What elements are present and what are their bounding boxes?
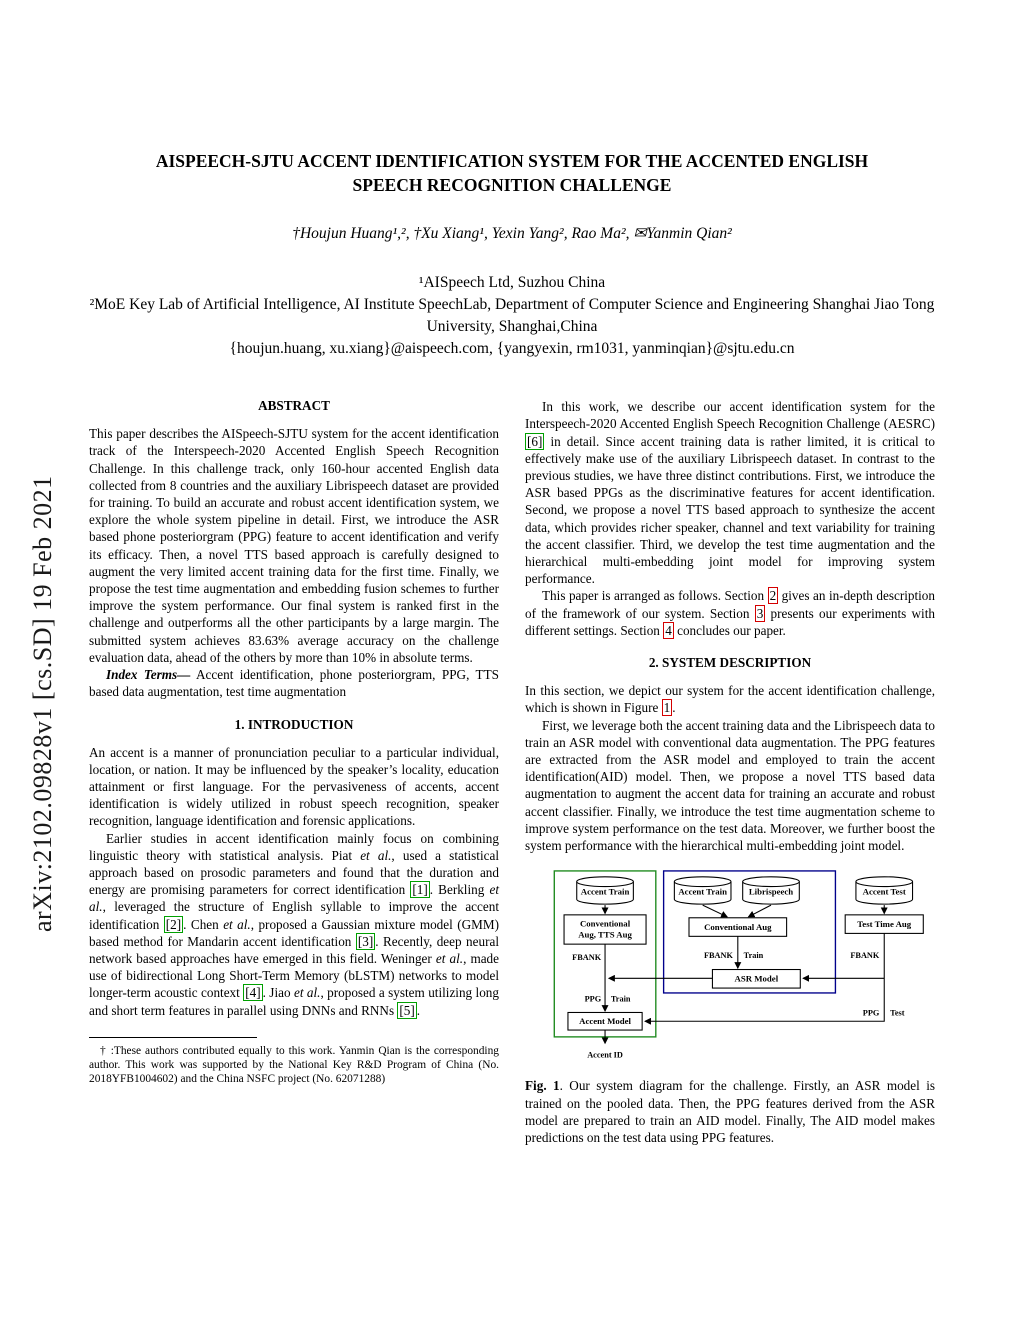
fbank-label-left: FBANK [572, 952, 602, 962]
test-label-right: Test [890, 1008, 905, 1018]
author-emails: {houjun.huang, xu.xiang}@aispeech.com, {yangyexin, rm1031, yanminqian}@sjtu.edu.cn [229, 340, 795, 358]
paper-arrangement-paragraph: This paper is arranged as follows. Section 2 gives an in-depth description of the framework of our system. Section 3 presents our experiments with different settings. Section 4 concludes our paper. [525, 588, 935, 638]
affiliation-2: ²MoE Key Lab of Artificial Intelligence, AI Institute SpeechLab, Department of Computer Science and Engineering Shanghai Jiao Tong University, Shanghai,China [89, 296, 935, 336]
citation-ref[interactable]: [1] [412, 882, 428, 898]
svg-text:Aug, TTS Aug: Aug, TTS Aug [578, 929, 632, 940]
svg-text:Accent Test: Accent Test [862, 886, 906, 897]
system-paragraph-2: First, we leverage both the accent training data and the Librispeech data to train an ASR model with conventional data augmentation. The PPG features are extracted from the ASR model and employed to train the accent identification(AID) model. Then, we propose a novel TTS based data augmentation to augment the accent data for training an accurate and robust accent classifier. Finally, we introduce the test time augmentation scheme to improve system performance on the test data. Moreover, we further boost the system performance with the hierarchical multi-embedding joint model. [525, 717, 935, 853]
svg-text:Test Time Aug: Test Time Aug [857, 919, 912, 930]
box-conventional-aug [689, 918, 787, 937]
svg-text:Conventional Aug: Conventional Aug [704, 922, 772, 933]
internal-ref[interactable]: 3 [756, 605, 764, 621]
accent-id-label: Accent ID [587, 1050, 623, 1060]
citation-ref[interactable]: [3] [357, 933, 374, 949]
fbank-label-right: FBANK [850, 950, 880, 960]
left-column [89, 398, 499, 1146]
introduction-heading: 1. INTRODUCTION [234, 716, 354, 732]
contributions-paragraph: In this work, we describe our accent identification system for the Interspeech-2020 Accented English Speech Recognition Challenge (AESRC) [6] in detail. Since accent training data is rather limited, it is critical to effectively make use of the auxiliary Librispeech dataset. In contrast to the previous studies, we have three distinct contributions. First, we introduce the ASR based PPGs as the discriminative features for accent identification. Second, we propose a novel TTS based approach to synthesize the accent data, which provides richer speaker, channel and text variability for training the accent classifier. Third, we develop the test time augmentation and the hierarchical multi-embedding joint model for improving system performance. [525, 399, 935, 587]
svg-text:Conventional: Conventional [579, 918, 631, 929]
fbank-label-mid: FBANK [703, 950, 733, 960]
footnote-rule [89, 1037, 257, 1038]
paper-header [0, 0, 1024, 360]
intro-paragraph-1: An accent is a manner of pronunciation peculiar to a particular individual, location, or nation. It may be influenced by the speaker’s locality, education attainment or first language. For the pervasiveness of accents, accent identification is widely utilized in robust speech recognition, speaker recognition, language identification and forensic applications. [89, 744, 499, 829]
ppg-label-left: PPG [584, 994, 602, 1004]
box-conventional-tts-aug [564, 915, 646, 944]
box-asr-model [712, 970, 800, 989]
citation-ref[interactable]: [5] [399, 1002, 415, 1018]
box-test-time-aug [845, 915, 923, 934]
abstract-heading: ABSTRACT [258, 398, 330, 414]
footnote-block [89, 1037, 499, 1087]
styled-text: et al. [89, 882, 499, 915]
styled-text: Fig. 1 [525, 1078, 560, 1094]
authors-line: †Houjun Huang¹,², †Xu Xiang¹, Yexin Yang², Rao Ma², ✉Yanmin Qian² [292, 225, 732, 243]
two-column-body [89, 398, 935, 1146]
system-description-heading: 2. SYSTEM DESCRIPTION [648, 655, 812, 671]
system-diagram [525, 868, 935, 1065]
train-label-mid: Train [743, 950, 764, 960]
ppg-label-right: PPG [862, 1008, 880, 1018]
paper-title-line-1: AISPEECH-SJTU ACCENT IDENTIFICATION SYSTEM FOR THE ACCENTED ENGLISH [155, 151, 869, 171]
system-paragraph-1: In this section, we depict our system for the accent identification challenge, which is shown in Figure 1 . [525, 683, 935, 716]
footnote-text: † :These authors contributed equally to this work. Yanmin Qian is the corresponding author. This work was supported by the National Key R&D Program of China (No. 2018YFB1004602) and the China NSFC project (No. 62071288) [89, 1044, 499, 1086]
box-accent-model [568, 1013, 642, 1031]
styled-text: et al. [223, 916, 251, 932]
svg-text:ASR Model: ASR Model [734, 973, 779, 984]
svg-text:Accent Train: Accent Train [678, 886, 727, 897]
db-accent-test [856, 877, 913, 904]
index-terms: Index Terms— Accent identification, phone posteriorgram, PPG, TTS based data augmentation, test time augmentation [89, 667, 499, 700]
diagram-labels [572, 951, 905, 1060]
svg-text:Accent Train: Accent Train [580, 886, 630, 897]
figure-1 [525, 868, 935, 1146]
train-label-left: Train [610, 994, 631, 1004]
internal-ref[interactable]: 4 [665, 622, 672, 638]
affiliations-block [0, 272, 1024, 360]
abstract-text: This paper describes the AISpeech-SJTU system for the accent identification track of the Interspeech-2020 Accented English Speech Recognition Challenge. In this challenge track, only 160-hour accented English data collected from 8 countries and the auxiliary Librispeech dataset are provided for training. To build an accurate and robust accent identification system, we explore the whole system pipeline in detail. First, we introduce the ASR based phone posteriorgram (PPG) feature to accent identification and verify its efficacy. Then, a novel TTS based approach is carefully designed to augment the very limited accent training data for the first time. Finally, we propose the test time augmentation and embedding fusion schemes to further improve the system performance. Our final system is ranked first in the challenge and outperforms all the other participants by a large margin. The submitted system achieves 83.63% average accuracy on the challenge evaluation data, ahead of the others by more than 10% in absolute terms. [89, 426, 499, 665]
internal-ref[interactable]: 2 [769, 588, 777, 604]
db-accent-train-left [577, 877, 634, 904]
styled-text: Index Terms— [106, 667, 191, 683]
affiliation-1: ¹AISpeech Ltd, Suzhou China [418, 274, 606, 292]
figure-1-caption: Fig. 1. Our system diagram for the challenge. Firstly, an ASR model is trained on the pooled data. Then, the PPG features derived from the ASR model are prepared to train an AID model. Finally, The AID model makes predictions on the test data using PPG features. [525, 1078, 935, 1145]
citation-ref[interactable]: [2] [165, 916, 182, 932]
citation-ref[interactable]: [4] [245, 985, 261, 1001]
right-column [525, 398, 935, 1146]
db-accent-train-mid [674, 877, 731, 904]
citation-ref[interactable]: [6] [527, 433, 543, 449]
styled-text: et al. [360, 847, 392, 863]
svg-text:Librispeech: Librispeech [748, 886, 794, 897]
styled-text: et al. [435, 950, 464, 966]
paper-title-line-2: SPEECH RECOGNITION CHALLENGE [352, 174, 672, 195]
arxiv-watermark: arXiv:2102.09828v1 [cs.SD] 19 Feb 2021 [28, 475, 57, 932]
internal-ref[interactable]: 1 [663, 700, 671, 716]
db-librispeech [743, 877, 800, 904]
intro-paragraph-2: Earlier studies in accent identification mainly focus on combining linguistic theory with statistical analysis. Piat et al., used a statistical approach based on prosodic parameters and found that the duration and energy are promising parameters for correct identification [1] . Berkling et al., leveraged the structure of English syllable to improve the accent identification [2] . Chen et al., proposed a Gaussian mixture model (GMM) based method for Mandarin accent identification [3] . Recently, deep neural network based approaches have emerged in this field. Weninger et al., made use of bidirectional Long Short-Term Memory (bLSTM) networks to model longer-term acoustic context [4] . Jiao et al., proposed a system utilizing long and short term features in parallel using DNNs and RNNs [5] . [89, 830, 500, 1018]
styled-text: et al. [293, 985, 321, 1001]
svg-text:Accent Model: Accent Model [579, 1016, 631, 1027]
